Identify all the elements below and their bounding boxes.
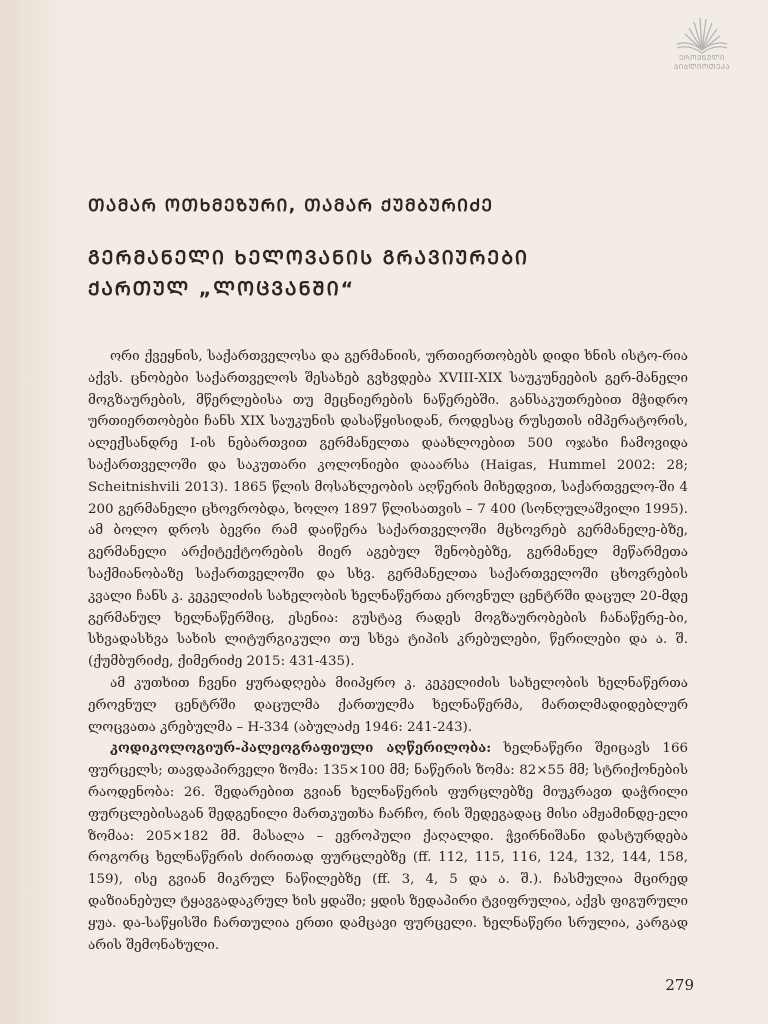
article-title: [88, 243, 688, 305]
article-authors: ᲗᲐᲛᲐᲠ ᲝᲗᲮᲛᲔᲖᲣᲠᲘ, ᲗᲐᲛᲐᲠ ᲥᲣᲛᲑᲣᲠᲘᲫᲔ: [88, 196, 494, 216]
article-title-line2: ᲥᲐᲠᲗᲣᲚ „ᲚᲝᲪᲕᲐᲜᲨᲘ“: [88, 278, 356, 300]
paragraph-2: [88, 673, 688, 738]
article-title-line1: ᲒᲔᲠᲛᲐᲜᲔᲚᲘ ᲮᲔᲚᲝᲕᲐᲜᲘᲡ ᲒᲠᲐᲕᲘᲣᲠᲔᲑᲘ: [88, 247, 530, 269]
paragraph-1: [88, 346, 688, 673]
paragraph-1-text: ორი ქვეყნის, საქართველოსა და გერმანიის, ურთიერთობებს დიდი ხნის ისტო-რია აქვს. ცნობები საქართველოს შესახებ გვხვდება XVIII-XIX საუკუნეების გერ-მანელი მოგზაურების, მწერლებისა თუ მეცნიერების ნაწერებში. განსაკუთრებით მჭიდრო ურთიერთობები ჩანს XIX საუკუნის დასაწყისიდან, როდესაც რუსეთის იმპერატორის, ალექსანდრე I-ის ნებართვით გერმანელთა დაახლოებით 500 ოჯახი ჩამოვიდა საქართველოში და საკუთარი კოლონიები დააარსა (Haigas, Hummel 2002: 28; Scheitnishvili 2013). 1865 წლის მოსახლეობის აღწერის მიხედვით, საქართველო-ში 4 200 გერმანელი ცხოვრობდა, ხოლო 1897 წლისათვის – 7 400 (სონღულაშვილი 1995). ამ ბოლო დროს ბევრი რამ დაიწერა საქართველოში მცხოვრებ გერმანელე-ბზე, გერმანელი არქიტექტორების მიერ აგებულ შენობებზე, გერმანელ მეწარმეთა საქმიანობაზე საქართველოში და სხვ. გერმანელთა საქართველოში ცხოვრების კვალი ჩანს კ. კეკელიძის სახელობის ხელნაწერთა ეროვნულ ცენტრში დაცულ 20-მდე გერმანულ ხელნაწერშიც, ესენია: გუსტავ რადეს მოგზაურობების ჩანაწერე-ბი, სხვადასხვა სახის ლიტურგიკული თუ სხვა ტიპის კრებულები, წერილები და ა. შ. (ქუმბურიძე, ქიმერიძე 2015: 431-435).: [88, 349, 688, 670]
paragraph-3-text: ხელნაწერი შეიცავს 166 ფურცელს; თავდაპირველი ზომა: 135×100 მმ; ნაწერის ზომა: 82×55 მმ; სტრიქონების რაოდენობა: 26. შედარებით გვიან ხელნაწერის ფურცლებზე მიუკრავთ დაჭრილი ფურცლებისაგან შედგენილი მართკუთხა ჩარჩო, რის შედეგადაც მისი ამჟამინდე-ელი ზომაა: 205×182 მმ. მასალა – ევროპული ქაღალდი. ჭვირნიშანი დასტურდება როგორც ხელნაწერის ძირითად ფურცლებზე (ff. 112, 115, 116, 124, 132, 144, 158, 159), ისე გვიან მიკრულ ნაწილებზე (ff. 3, 4, 5 და ა. შ.). ჩასმულია მცირედ დაზიანებულ ტყავგადაკრულ ხის ყდაში; ყდის ზედაპირი ტვიფრულია, აქვს ფიგურული ყუა. და-საწყისში ჩართულია ერთი დამცავი ფურცელი. ხელნაწერი სრულია, კარგად არის შემონახული.: [88, 741, 688, 953]
open-book-icon: [673, 14, 731, 54]
paragraph-2-text: ამ კუთხით ჩვენი ყურადღება მიიპყრო კ. კეკელიძის სახელობის ხელნაწერთა ეროვნულ ცენტრში დაცულმა ქართულმა ხელნაწერმა, მართლმადიდებლურ ლოცვათა კრებულმა – H-334 (აბულაძე 1946: 241-243).: [88, 675, 688, 735]
page-number: 279: [665, 976, 694, 994]
paragraph-3-lead: კოდიკოლოგიურ-პალეოგრაფიული აღწერილობა:: [110, 740, 492, 757]
library-logo: [660, 14, 744, 84]
page-gutter-shadow: [0, 0, 60, 1024]
logo-text-line2: ᲑᲘᲑᲚᲘᲝᲗᲔᲙᲐ: [673, 63, 731, 71]
article-body: [88, 346, 688, 956]
paragraph-3: [88, 738, 688, 956]
logo-text-line1: ᲔᲠᲝᲕᲜᲣᲚᲘ: [679, 54, 725, 62]
